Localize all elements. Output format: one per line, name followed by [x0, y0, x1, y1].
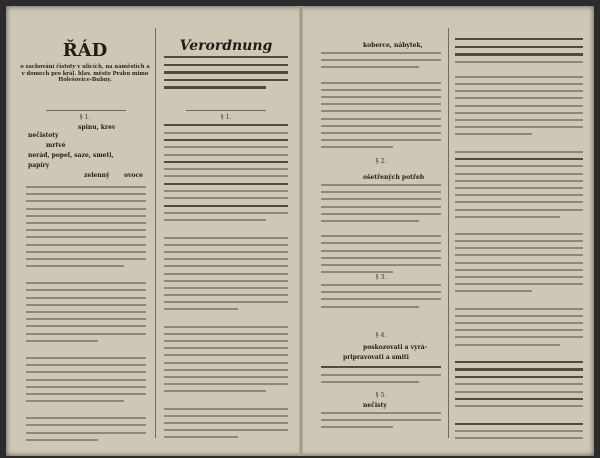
czech-emph: papíry [28, 162, 50, 169]
german-subtitle [164, 56, 288, 94]
czech-section-4: § 4. [375, 332, 387, 339]
czech-body-right-3 [321, 284, 441, 313]
czech-section-3: § 3. [375, 274, 387, 281]
czech-divider [46, 110, 126, 111]
czech-emph: koberce, nábytek, [363, 42, 423, 49]
czech-emph: nerád, popel, saze, smeti, [28, 152, 114, 159]
czech-emph: ošetřených potřeb [363, 174, 425, 181]
document-spread [6, 6, 594, 456]
czech-body-right-4 [321, 366, 441, 388]
czech-body-right-5 [321, 412, 441, 434]
czech-title: ŘÁD [62, 40, 108, 61]
czech-emph: zelenný [84, 172, 110, 179]
czech-emph: pripravovati a smiti [343, 354, 409, 361]
czech-body [26, 186, 146, 446]
german-divider [186, 110, 266, 111]
czech-body-right-2 [321, 184, 441, 278]
german-section-1: § 1. [220, 114, 232, 121]
czech-emph: nečistoty [28, 132, 59, 139]
czech-emph: spinu, krev [78, 124, 116, 131]
czech-emph: mrtvé [46, 142, 66, 149]
german-body [164, 124, 288, 443]
german-body-right [455, 38, 583, 445]
column-rule [448, 28, 449, 438]
right-page [303, 6, 594, 456]
column-rule [155, 28, 156, 438]
czech-section-2: § 2. [375, 158, 387, 165]
czech-subtitle: o zachování čistoty v ulicích, na náměstích a v domech pro král. hlav. město Prahu mimo Holešovice-Bubny. [20, 64, 150, 83]
czech-emph: nečisty [363, 402, 387, 409]
czech-emph: poskozovati a vyrá- [363, 344, 428, 351]
czech-section-1: § 1. [79, 114, 91, 121]
czech-section-5: § 5. [375, 392, 387, 399]
czech-body-right [321, 52, 441, 153]
german-title: Verordnung [179, 38, 273, 54]
left-page [6, 6, 299, 456]
czech-emph: ovoce [124, 172, 143, 179]
